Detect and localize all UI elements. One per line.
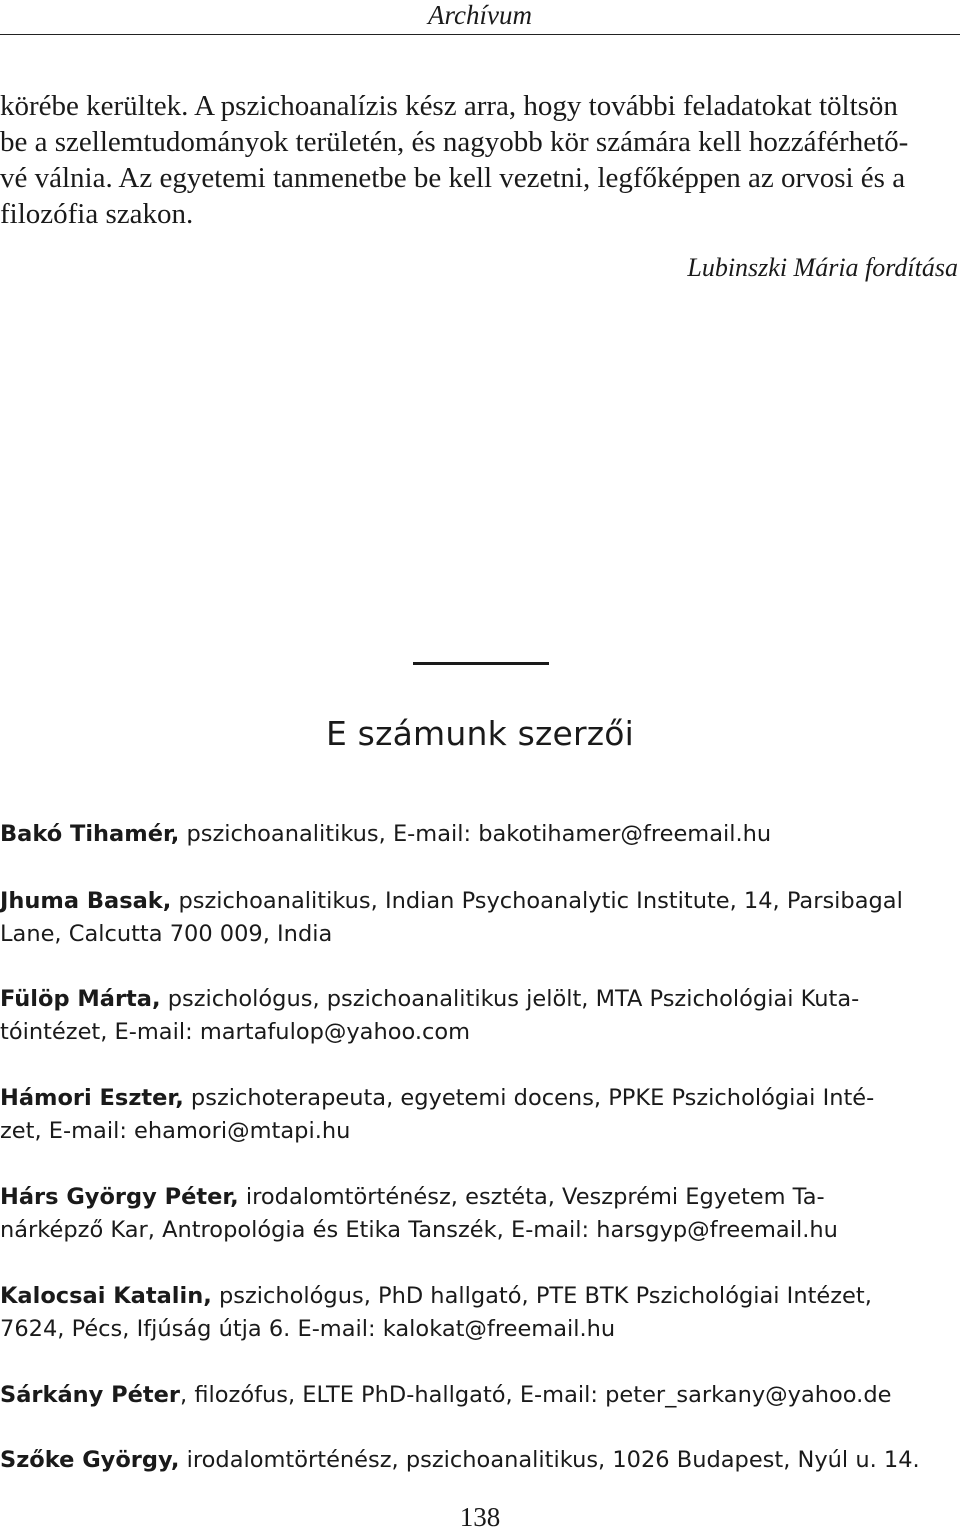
author-name: Sárkány Péter	[0, 1382, 181, 1408]
header-rule	[0, 34, 960, 35]
author-line	[0, 1444, 920, 1477]
author-details: pszichoanalitikus, E-mail: bakotihamer@freemail.hu	[179, 821, 772, 847]
author-details: irodalomtörténész, pszichoanalitikus, 1026 Budapest, Nyúl u. 14.	[179, 1447, 920, 1473]
author-details: pszichológus, pszichoanalitikus jelölt, MTA Pszichológiai Kuta-	[160, 986, 860, 1012]
author-name: Hárs György Péter,	[0, 1184, 239, 1210]
author-name: Hámori Eszter,	[0, 1085, 184, 1111]
author-line: nárképző Kar, Antropológia és Etika Tanszék, E-mail: harsgyp@freemail.hu	[0, 1217, 838, 1243]
author-line	[0, 885, 903, 918]
body-paragraph	[0, 88, 960, 232]
author-entry	[0, 885, 960, 951]
author-name: Fülöp Márta,	[0, 986, 161, 1012]
author-name: Jhuma Basak,	[0, 888, 172, 914]
body-line: filozófia szakon.	[0, 198, 194, 230]
running-header: Archívum	[428, 0, 532, 30]
author-entry	[0, 818, 960, 851]
translator-credit: Lubinszki Mária fordítása	[687, 253, 958, 282]
author-entry	[0, 1181, 960, 1247]
author-details: pszichoanalitikus, Indian Psychoanalytic Institute, 14, Parsibagal	[171, 888, 903, 914]
author-line	[0, 1379, 891, 1412]
section-divider	[413, 662, 549, 665]
author-entry	[0, 983, 960, 1049]
author-line: tóintézet, E-mail: martafulop@yahoo.com	[0, 1019, 471, 1045]
author-entry	[0, 1379, 960, 1412]
author-details: pszichológus, PhD hallgató, PTE BTK Pszichológiai Intézet,	[211, 1283, 872, 1309]
author-line	[0, 1082, 874, 1115]
author-line: Lane, Calcutta 700 009, India	[0, 921, 333, 947]
body-line: vé válnia. Az egyetemi tanmenetbe be kell vezetni, legfőképpen az orvosi és a	[0, 162, 906, 194]
author-line	[0, 818, 771, 851]
author-entry	[0, 1444, 960, 1477]
author-name: Bakó Tihamér,	[0, 821, 180, 847]
author-details: pszichoterapeuta, egyetemi docens, PPKE Pszichológiai Inté-	[183, 1085, 875, 1111]
author-line: zet, E-mail: ehamori@mtapi.hu	[0, 1118, 351, 1144]
section-title: E számunk szerzői	[325, 714, 635, 753]
author-line	[0, 1280, 872, 1313]
author-line	[0, 1181, 825, 1214]
body-line: körébe kerültek. A pszichoanalízis kész arra, hogy további feladatokat töltsön	[0, 90, 898, 122]
author-name: Kalocsai Katalin,	[0, 1283, 212, 1309]
author-name: Szőke György,	[0, 1447, 180, 1473]
author-details: , filozófus, ELTE PhD-hallgató, E-mail: peter_sarkany@yahoo.de	[180, 1382, 892, 1408]
page-number: 138	[459, 1502, 501, 1532]
author-entry	[0, 1082, 960, 1148]
body-line: be a szellemtudományok területén, és nagyobb kör számára kell hozzáférhető-	[0, 126, 909, 158]
author-line	[0, 983, 859, 1016]
author-line: 7624, Pécs, Ifjúság útja 6. E-mail: kalokat@freemail.hu	[0, 1316, 616, 1342]
author-entry	[0, 1280, 960, 1346]
author-details: irodalomtörténész, esztéta, Veszprémi Egyetem Ta-	[238, 1184, 825, 1210]
